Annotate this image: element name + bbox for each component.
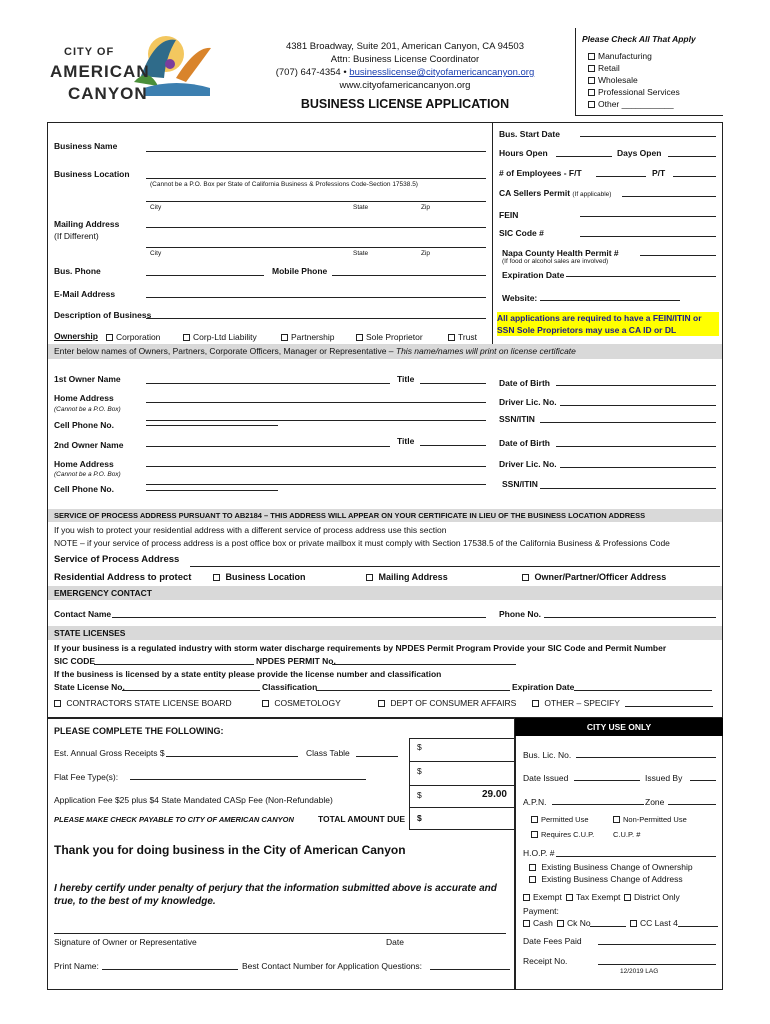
check-all-option[interactable] <box>588 50 680 62</box>
checkbox[interactable] <box>630 920 637 927</box>
start-date-label: Bus. Start Date <box>499 129 560 139</box>
class-table-label: Class Table <box>306 748 350 758</box>
option-label: Existing Business Change of Ownership <box>541 862 693 872</box>
district-only-option[interactable] <box>624 892 680 902</box>
emergency-contact-label: Contact Name <box>54 609 112 619</box>
cc-option[interactable] <box>630 918 678 928</box>
owner2-home-field[interactable] <box>146 466 486 467</box>
option-label: OTHER – SPECIFY <box>544 698 620 708</box>
checkbox[interactable] <box>532 700 539 707</box>
option-label: CONTRACTORS STATE LICENSE BOARD <box>66 698 232 708</box>
class-table-field[interactable] <box>356 756 398 757</box>
option-label: Business Location <box>225 572 306 582</box>
hop-label: H.O.P. # <box>523 848 555 858</box>
description-field[interactable] <box>146 318 486 319</box>
owner2-dob-label: Date of Birth <box>499 438 550 448</box>
emergency-phone-label: Phone No. <box>499 609 542 619</box>
owner2-dob-field[interactable] <box>556 446 716 447</box>
business-name-field[interactable] <box>146 151 486 152</box>
ownership-option-corporation[interactable] <box>106 332 160 342</box>
service-address-field[interactable] <box>190 566 720 567</box>
owner2-ssn-label: SSN/ITIN <box>502 479 538 489</box>
page-title: BUSINESS LICENSE APPLICATION <box>300 97 510 111</box>
checkbox[interactable] <box>183 334 190 341</box>
option-label: Corporation <box>116 332 161 342</box>
owner1-cell-field[interactable] <box>146 425 278 426</box>
currency-symbol: $ <box>417 790 422 800</box>
sic-code-label: SIC Code # <box>499 228 544 238</box>
employees-ft-label: # of Employees - F/T <box>499 168 582 178</box>
owner2-dl-field[interactable] <box>560 467 716 468</box>
owner1-address2-field[interactable] <box>146 420 486 421</box>
option-label: Non-Permitted Use <box>623 815 687 824</box>
option-label: Existing Business Change of Address <box>541 874 683 884</box>
payable-note: PLEASE MAKE CHECK PAYABLE TO CITY OF AMERICAN CANYON <box>54 815 294 824</box>
days-open-label: Days Open <box>617 148 662 158</box>
checkbox[interactable] <box>624 894 631 901</box>
header-email-link[interactable]: businesslicense@cityofamericancanyon.org <box>349 67 535 78</box>
ownership-option-sole[interactable] <box>356 332 423 342</box>
state-licenses-banner <box>48 626 722 640</box>
option-label: Ck No <box>567 918 591 928</box>
change-address-option[interactable] <box>529 874 683 884</box>
sellers-permit-row <box>499 188 611 198</box>
checkbox[interactable] <box>448 334 455 341</box>
checkbox[interactable] <box>523 920 530 927</box>
option-label: Partnership <box>291 332 335 342</box>
option-label: Trust <box>458 332 478 342</box>
mailing-address-field[interactable] <box>146 227 486 228</box>
checkbox[interactable] <box>281 334 288 341</box>
location-city-field[interactable] <box>146 201 486 202</box>
mailing-state-label: State <box>353 250 369 257</box>
ownership-label: Ownership <box>54 331 98 341</box>
total-due-label: TOTAL AMOUNT DUE <box>318 814 406 824</box>
mailing-city-label: City <box>150 250 162 257</box>
owner1-title-field[interactable] <box>420 383 486 384</box>
receipt-label: Receipt No. <box>523 956 568 966</box>
checkbox[interactable] <box>366 574 373 581</box>
option-label: DEPT OF CONSUMER AFFAIRS <box>390 698 517 708</box>
npdes-label: NPDES PERMIT No. <box>256 656 336 666</box>
service-line1: If you wish to protect your residential address with a different service of process address use this section <box>54 525 447 535</box>
sellers-permit-field[interactable] <box>622 196 716 197</box>
sellers-permit-note: (If applicable) <box>572 191 612 198</box>
mailing-sub-label: (If Different) <box>54 231 99 241</box>
bus-phone-field[interactable] <box>146 275 264 276</box>
owner1-po-note: (Cannot be a P.O. Box) <box>54 406 121 413</box>
mobile-phone-label: Mobile Phone <box>272 266 328 276</box>
sic-code-state-label: SIC CODE <box>54 656 96 666</box>
ownership-option-trust[interactable] <box>448 332 477 342</box>
check-all-option[interactable] <box>588 98 680 110</box>
owner2-po-note: (Cannot be a P.O. Box) <box>54 471 121 478</box>
website-label: Website: <box>502 293 538 303</box>
fein-requirement-note: All applications are required to have a FEIN/ITIN or SSN Sole Proprietors may use a CA ID or DL <box>497 312 719 336</box>
option-label: Tax Exempt <box>576 892 621 902</box>
state-line2: If the business is licensed by a state entity please provide the license number and classification <box>54 669 442 679</box>
option-label: Permitted Use <box>541 815 589 824</box>
owner2-name-field[interactable] <box>146 446 390 447</box>
start-date-field[interactable] <box>580 136 716 137</box>
employees-pt-field[interactable] <box>673 176 716 177</box>
protect-option-mailing[interactable] <box>366 572 448 582</box>
email-label: E-Mail Address <box>54 289 116 299</box>
business-name-label: Business Name <box>54 141 118 151</box>
date-issued-label: Date Issued <box>523 773 569 783</box>
amount-row-total[interactable] <box>409 808 515 830</box>
print-name-field[interactable] <box>102 969 238 970</box>
city-use-heading: CITY USE ONLY <box>515 718 723 736</box>
receipt-field[interactable] <box>598 964 716 965</box>
service-line2: NOTE – if your service of process address is a post office box or private mailbox it must comply with Section 17538.5 of the California Business & Professions Code <box>54 538 670 548</box>
owner2-cell-label: Cell Phone No. <box>54 484 114 494</box>
classification-label: Classification <box>262 682 318 692</box>
application-fee-amount: 29.00 <box>481 789 507 800</box>
ownership-option-partnership[interactable] <box>281 332 334 342</box>
sellers-permit-label: CA Sellers Permit <box>499 188 571 198</box>
option-label: Other ___________ <box>598 99 674 109</box>
certify-text: I hereby certify under penalty of perjury that the information submitted above is accurate and true, to the best of my knowledge. <box>54 883 497 907</box>
bus-phone-label: Bus. Phone <box>54 266 101 276</box>
emergency-contact-field[interactable] <box>112 617 486 618</box>
description-label: Description of Business <box>54 310 152 320</box>
header-phone: (707) 647-4354 • <box>275 67 347 78</box>
best-contact-label: Best Contact Number for Application Questions: <box>242 961 423 971</box>
fein-field[interactable] <box>580 216 716 217</box>
thank-you-text: Thank you for doing business in the City of American Canyon <box>54 843 406 857</box>
date-issued-field[interactable] <box>574 780 640 781</box>
header-address: 4381 Broadway, Suite 201, American Canyon, CA 94503 <box>285 41 524 52</box>
signature-field[interactable] <box>54 933 506 934</box>
hours-open-label: Hours Open <box>499 148 548 158</box>
board-option-contractors[interactable] <box>54 698 232 708</box>
signature-date-label: Date <box>386 937 404 947</box>
option-label: Wholesale <box>598 75 638 85</box>
header-website: www.cityofamericancanyon.org <box>339 80 471 91</box>
header-attn: Attn: Business License Coordinator <box>330 54 480 65</box>
owner2-home-label: Home Address <box>54 459 114 469</box>
owner1-ssn-field[interactable] <box>540 422 716 423</box>
owner1-name-field[interactable] <box>146 383 390 384</box>
option-label: District Only <box>634 892 680 902</box>
fees-heading: PLEASE COMPLETE THE FOLLOWING: <box>54 726 224 736</box>
fein-label: FEIN <box>499 210 519 220</box>
right-column-divider <box>492 122 493 344</box>
amount-row-3[interactable] <box>409 786 515 808</box>
state-expiration-label: Expiration Date <box>512 682 575 692</box>
board-other-field[interactable] <box>625 706 713 707</box>
form-version: 12/2019 LAG <box>620 968 659 975</box>
bus-lic-field[interactable] <box>576 757 716 758</box>
checkbox[interactable] <box>529 876 536 883</box>
owner1-dl-label: Driver Lic. No. <box>499 397 557 407</box>
option-label: COSMETOLOGY <box>274 698 341 708</box>
option-label: Manufacturing <box>598 51 652 61</box>
check-all-option[interactable] <box>588 62 680 74</box>
check-all-box <box>575 28 723 116</box>
checkbox[interactable] <box>356 334 363 341</box>
board-option-cosmetology[interactable] <box>262 698 341 708</box>
location-state-label: State <box>353 204 369 211</box>
mailing-label: Mailing Address <box>54 219 120 229</box>
checkbox[interactable] <box>613 816 620 823</box>
service-address-label: Service of Process Address <box>54 554 180 565</box>
checkbox[interactable] <box>588 89 595 96</box>
owner1-dob-label: Date of Birth <box>499 378 550 388</box>
owner1-cell-label: Cell Phone No. <box>54 420 114 430</box>
tax-exempt-option[interactable] <box>566 892 620 902</box>
checkbox[interactable] <box>54 700 61 707</box>
gross-receipts-field[interactable] <box>166 756 298 757</box>
sic-code-state-field[interactable] <box>94 664 254 665</box>
service-banner <box>48 509 722 522</box>
state-licenses-banner-text: STATE LICENSES <box>54 628 126 638</box>
owner1-name-label: 1st Owner Name <box>54 374 121 384</box>
health-permit-field[interactable] <box>640 255 716 256</box>
state-expiration-field[interactable] <box>574 690 712 691</box>
state-line1: If your business is a regulated industry with storm water discharge requirements by NPDES Permit Program Provide your SIC Code and Permit Number <box>54 643 667 653</box>
print-name-label: Print Name: <box>54 961 99 971</box>
logo-line1: CITY OF <box>64 46 115 58</box>
apn-label: A.P.N. <box>523 797 547 807</box>
amount-row-2[interactable] <box>409 762 515 786</box>
owner2-title-label: Title <box>397 436 415 446</box>
best-contact-field[interactable] <box>430 969 510 970</box>
health-permit-label: Napa County Health Permit # <box>502 248 619 258</box>
flat-fee-label: Flat Fee Type(s): <box>54 772 119 782</box>
mobile-phone-field[interactable] <box>332 275 486 276</box>
gross-receipts-label: Est. Annual Gross Receipts $ <box>54 748 165 758</box>
option-label: Retail <box>598 63 620 73</box>
option-label: Owner/Partner/Officer Address <box>534 572 667 582</box>
owner1-home-label: Home Address <box>54 393 114 403</box>
owner1-ssn-label: SSN/ITIN <box>499 414 535 424</box>
cc-last4-field[interactable] <box>678 926 718 927</box>
residential-protect-label: Residential Address to protect <box>54 572 192 583</box>
check-all-list <box>588 50 680 110</box>
logo-line3: CANYON <box>68 84 148 103</box>
checkbox[interactable] <box>523 894 530 901</box>
application-fee-label: Application Fee $25 plus $4 State Mandated CASp Fee (Non-Refundable) <box>54 795 333 805</box>
header-contact <box>240 40 570 111</box>
option-label: Cash <box>533 918 553 928</box>
logo-line2: AMERICAN <box>50 62 150 81</box>
website-field[interactable] <box>540 300 680 301</box>
city-logo <box>46 26 218 110</box>
checkbox[interactable] <box>531 816 538 823</box>
change-ownership-option[interactable] <box>529 862 693 872</box>
currency-symbol: $ <box>417 766 422 776</box>
service-banner-text: SERVICE OF PROCESS ADDRESS PURSUANT TO AB2184 – THIS ADDRESS WILL APPEAR ON YOUR CERTIFICATE IN LIEU OF THE BUSINESS LOCATION ADDRESS <box>54 511 646 520</box>
date-fees-paid-field[interactable] <box>598 944 716 945</box>
location-city-label: City <box>150 204 162 211</box>
checkbox[interactable] <box>106 334 113 341</box>
issued-by-label: Issued By <box>645 773 683 783</box>
owner2-dl-label: Driver Lic. No. <box>499 459 557 469</box>
apn-field[interactable] <box>552 804 644 805</box>
owners-banner-italic: This name/names will print on license certificate <box>395 346 576 356</box>
payment-label: Payment: <box>523 906 559 916</box>
owner2-ssn-field[interactable] <box>540 488 716 489</box>
checkbox[interactable] <box>588 65 595 72</box>
state-license-no-label: State License No. <box>54 682 125 692</box>
owners-banner-text: Enter below names of Owners, Partners, Corporate Officers, Manager or Representative – <box>54 346 396 356</box>
employees-ft-field[interactable] <box>596 176 646 177</box>
board-option-other[interactable] <box>532 698 620 708</box>
currency-symbol: $ <box>417 813 422 823</box>
mailing-city-field[interactable] <box>146 247 486 248</box>
emergency-phone-field[interactable] <box>544 617 716 618</box>
email-field[interactable] <box>146 297 486 298</box>
health-permit-note: (If food or alcohol sales are involved) <box>502 258 609 265</box>
emergency-banner-text: EMERGENCY CONTACT <box>54 588 152 598</box>
location-zip-label: Zip <box>421 204 431 211</box>
owner2-title-field[interactable] <box>420 445 486 446</box>
checkbox[interactable] <box>588 77 595 84</box>
checkbox[interactable] <box>262 700 269 707</box>
signature-label: Signature of Owner or Representative <box>54 937 197 947</box>
business-location-label: Business Location <box>54 169 130 179</box>
check-option[interactable] <box>557 918 591 928</box>
option-label: Exempt <box>533 892 562 902</box>
option-label: Mailing Address <box>378 572 448 582</box>
protect-option-business[interactable] <box>213 572 306 582</box>
owner2-name-label: 2nd Owner Name <box>54 440 124 450</box>
flat-fee-field[interactable] <box>130 779 366 780</box>
checkbox[interactable] <box>557 920 564 927</box>
checkbox[interactable] <box>522 574 529 581</box>
owner2-cell-field[interactable] <box>146 490 278 491</box>
state-license-no-field[interactable] <box>122 690 260 691</box>
emergency-banner <box>48 586 722 600</box>
ownership-option-llc[interactable] <box>183 332 257 342</box>
expiration-label: Expiration Date <box>502 270 565 280</box>
issued-by-field[interactable] <box>690 780 716 781</box>
business-location-field[interactable] <box>146 178 486 179</box>
amount-row-1[interactable] <box>409 738 515 762</box>
non-permitted-use-option[interactable] <box>613 815 687 824</box>
checkbox[interactable] <box>531 831 538 838</box>
check-all-option[interactable] <box>588 86 680 98</box>
protect-option-owner[interactable] <box>522 572 666 582</box>
hours-open-field[interactable] <box>556 156 612 157</box>
employees-pt-label: P/T <box>652 168 666 178</box>
classification-field[interactable] <box>316 690 510 691</box>
option-label: CC Last 4 <box>640 918 678 928</box>
po-box-note: (Cannot be a P.O. Box per State of California Business & Professions Code-Section 17538.5) <box>150 181 418 188</box>
option-label: Sole Proprietor <box>366 332 423 342</box>
mailing-zip-label: Zip <box>421 250 431 257</box>
owners-banner <box>48 344 722 359</box>
expiration-field[interactable] <box>566 276 716 277</box>
owner2-address2-field[interactable] <box>146 484 486 485</box>
check-number-field[interactable] <box>590 926 626 927</box>
date-fees-paid-label: Date Fees Paid <box>523 936 582 946</box>
npdes-field[interactable] <box>332 664 516 665</box>
currency-symbol: $ <box>417 742 422 752</box>
days-open-field[interactable] <box>668 156 716 157</box>
sic-code-field[interactable] <box>580 236 716 237</box>
header-phone-email <box>240 66 570 79</box>
zone-label: Zone <box>645 797 665 807</box>
bus-lic-label: Bus. Lic. No. <box>523 750 572 760</box>
check-all-title: Please Check All That Apply <box>582 34 696 44</box>
owner1-dob-field[interactable] <box>556 385 716 386</box>
cup-number-label: C.U.P. # <box>613 830 641 839</box>
checkbox[interactable] <box>566 894 573 901</box>
zone-field[interactable] <box>668 804 716 805</box>
board-option-consumer[interactable] <box>378 698 516 708</box>
check-all-option[interactable] <box>588 74 680 86</box>
option-label: Corp-Ltd Liability <box>193 332 257 342</box>
checkbox[interactable] <box>213 574 220 581</box>
cash-option[interactable] <box>523 918 553 928</box>
option-label: Professional Services <box>598 87 680 97</box>
owner1-title-label: Title <box>397 374 415 384</box>
checkbox[interactable] <box>378 700 385 707</box>
checkbox[interactable] <box>588 101 595 108</box>
owner1-home-field[interactable] <box>146 402 486 403</box>
requires-cup-option[interactable] <box>531 830 594 839</box>
permitted-use-option[interactable] <box>531 815 589 824</box>
hop-field[interactable] <box>556 856 716 857</box>
checkbox[interactable] <box>588 53 595 60</box>
exempt-option[interactable] <box>523 892 562 902</box>
owner1-dl-field[interactable] <box>560 405 716 406</box>
option-label: Requires C.U.P. <box>541 830 595 839</box>
checkbox[interactable] <box>529 864 536 871</box>
